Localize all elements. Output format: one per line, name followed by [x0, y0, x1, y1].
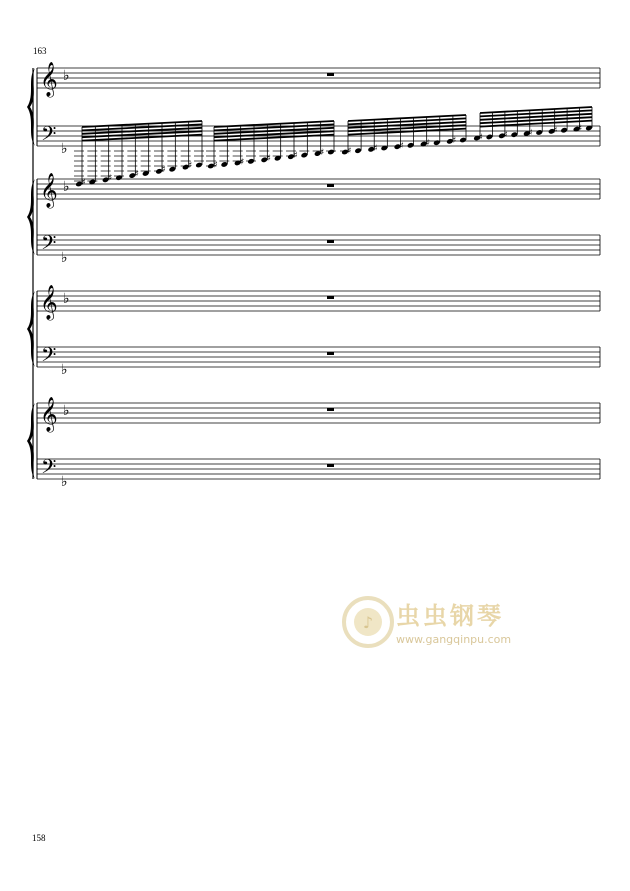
flat-key-signature-icon: ♭	[63, 68, 70, 84]
flat-key-signature-icon: ♭	[63, 291, 70, 307]
brace-icon	[27, 68, 35, 146]
treble-clef-icon: 𝄞	[40, 173, 58, 208]
sharp-accidental-icon: ♯	[293, 151, 298, 162]
bass-clef-icon: 𝄢	[41, 231, 57, 259]
bass-clef-icon: 𝄢	[41, 122, 57, 150]
flat-key-signature-icon: ♭	[61, 474, 68, 490]
sharp-accidental-icon: ♯	[553, 126, 558, 137]
brace-icon	[27, 291, 35, 367]
sharp-accidental-icon: ♯	[452, 136, 457, 146]
treble-clef-icon: 𝄞	[40, 397, 58, 432]
watermark-title: 虫虫钢琴	[396, 602, 504, 630]
sharp-accidental-icon: ♯	[81, 177, 86, 188]
brace-icon	[27, 403, 35, 479]
sharp-accidental-icon: ♯	[320, 148, 325, 158]
watermark-url: www.gangqinpu.com	[396, 633, 512, 646]
whole-rest-icon	[327, 296, 334, 299]
whole-rest-icon	[327, 408, 334, 411]
svg-text:♪: ♪	[362, 613, 374, 632]
sharp-accidental-icon: ♯	[161, 165, 166, 176]
sharp-accidental-icon: ♯	[425, 138, 431, 149]
bass-clef-icon: 𝄢	[41, 343, 57, 371]
whole-rest-icon	[327, 184, 334, 187]
sharp-accidental-icon: ♯	[108, 173, 113, 184]
sharp-accidental-icon: ♯	[347, 146, 352, 157]
sharp-accidental-icon: ♯	[213, 160, 218, 171]
sharp-accidental-icon: ♯	[266, 154, 272, 165]
sharp-accidental-icon: ♯	[134, 169, 140, 180]
bass-clef-icon: 𝄢	[41, 455, 57, 483]
flat-key-signature-icon: ♭	[61, 362, 68, 378]
treble-clef-icon: 𝄞	[40, 62, 58, 97]
sharp-accidental-icon: ♯	[478, 132, 483, 143]
whole-rest-icon	[327, 352, 334, 355]
whole-rest-icon	[327, 240, 334, 243]
whole-rest-icon	[327, 464, 334, 467]
whole-rest-icon	[327, 73, 334, 76]
sharp-accidental-icon: ♯	[399, 141, 404, 152]
measure-number: 163	[33, 46, 47, 56]
sharp-accidental-icon: ♯	[503, 130, 508, 141]
flat-key-signature-icon: ♭	[63, 179, 70, 195]
sharp-accidental-icon: ♯	[188, 161, 193, 171]
page-number: 158	[32, 833, 46, 843]
sharp-accidental-icon: ♯	[240, 157, 245, 168]
flat-key-signature-icon: ♭	[63, 403, 70, 419]
flat-key-signature-icon: ♭	[61, 141, 68, 157]
sharp-accidental-icon: ♯	[373, 144, 378, 154]
sharp-accidental-icon: ♯	[528, 128, 533, 139]
treble-clef-icon: 𝄞	[40, 285, 58, 320]
flat-key-signature-icon: ♭	[61, 250, 68, 266]
sharp-accidental-icon: ♯	[578, 124, 583, 134]
brace-icon	[27, 179, 35, 255]
